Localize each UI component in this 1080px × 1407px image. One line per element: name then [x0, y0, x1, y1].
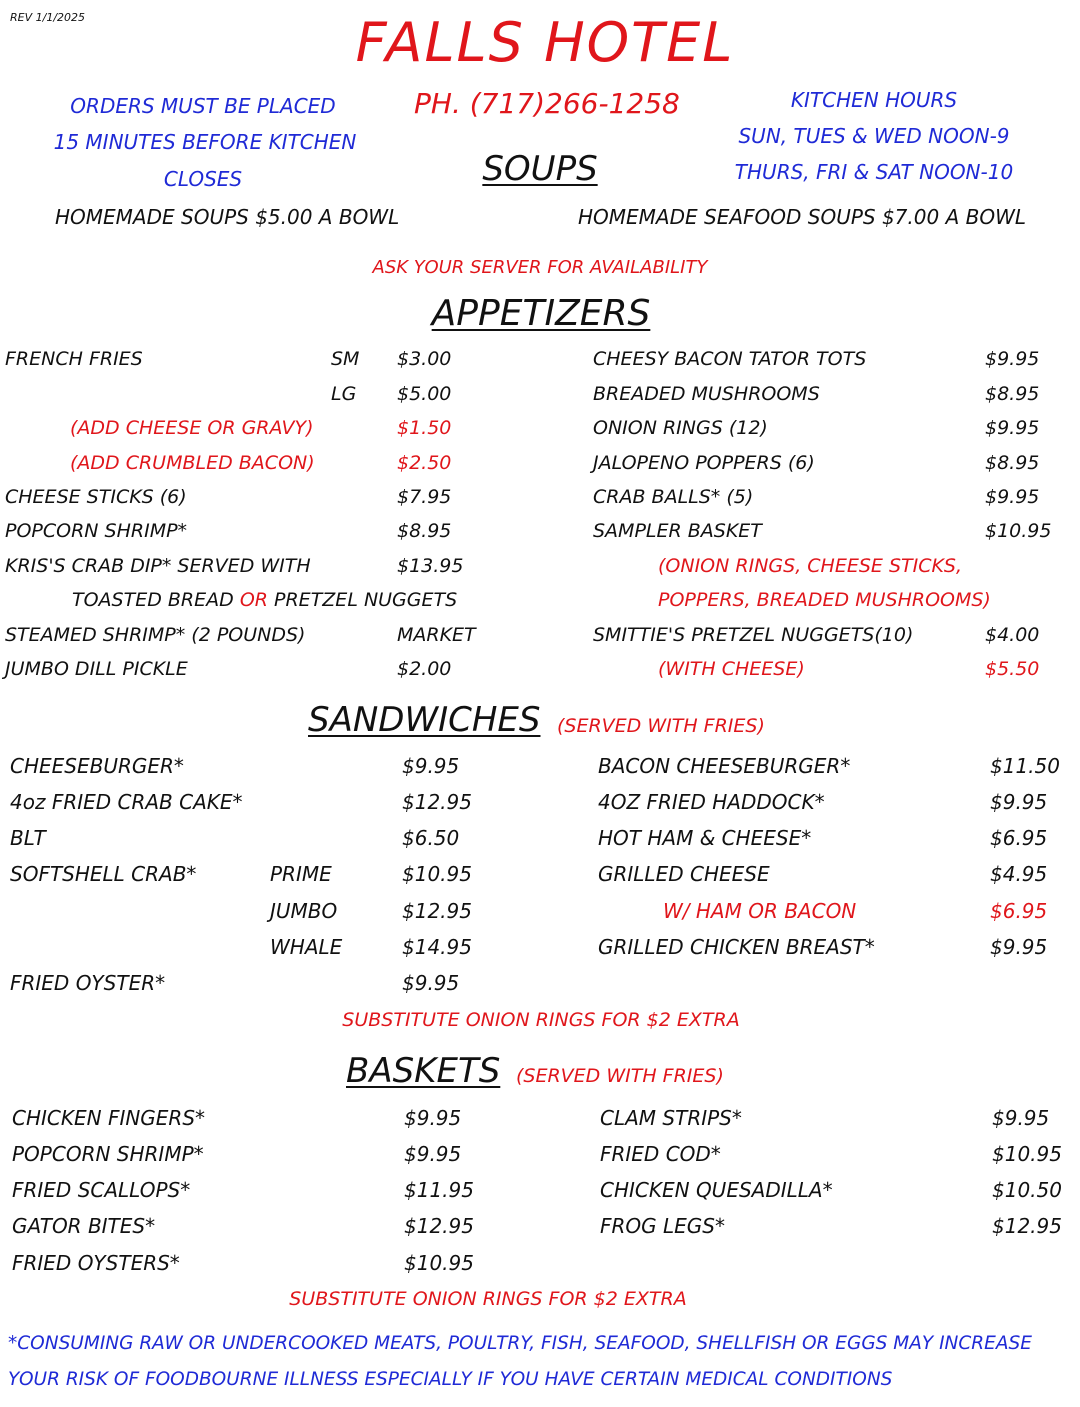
kitchen-hours-line: SUN, TUES & WED NOON-9 — [738, 124, 1010, 148]
item-name: GRILLED CHEESE — [598, 862, 770, 886]
health-disclaimer-line: *CONSUMING RAW OR UNDERCOOKED MEATS, POULTRY, FISH, SEAFOOD, SHELLFISH OR EGGS MAY INCREASE — [8, 1333, 1032, 1354]
addon-price: $6.95 — [990, 899, 1048, 923]
kitchen-hours-title: KITCHEN HOURS — [790, 88, 958, 112]
item-price: $9.95 — [402, 754, 460, 778]
phone-number: PH. (717)266-1258 — [414, 87, 680, 120]
item-price: $12.95 — [402, 790, 472, 814]
appetizers-heading: APPETIZERS — [431, 293, 651, 334]
item-price: $8.95 — [985, 383, 1040, 405]
item-name: FRIED OYSTERS* — [12, 1251, 180, 1275]
item-name: CHICKEN FINGERS* — [12, 1106, 206, 1130]
revision-date: REV 1/1/2025 — [10, 11, 86, 24]
item-description — [72, 591, 457, 610]
item-price: $10.95 — [404, 1251, 474, 1275]
item-name: CRAB BALLS* (5) — [593, 486, 754, 508]
item-name: ONION RINGS (12) — [593, 417, 768, 439]
item-price: $4.95 — [990, 862, 1048, 886]
item-price: $13.95 — [397, 555, 464, 577]
size-label: WHALE — [270, 935, 343, 959]
item-description-part: PRETZEL NUGGETS — [267, 589, 458, 611]
soups-heading: SOUPS — [482, 149, 598, 189]
item-name: 4OZ FRIED HADDOCK* — [598, 790, 825, 814]
kitchen-hours-line: THURS, FRI & SAT NOON-10 — [734, 160, 1014, 184]
item-name: BLT — [10, 826, 46, 850]
soup-seafood: HOMEMADE SEAFOOD SOUPS $7.00 A BOWL — [578, 205, 1026, 229]
soup-regular: HOMEMADE SOUPS $5.00 A BOWL — [55, 205, 400, 229]
item-name: CLAM STRIPS* — [600, 1106, 742, 1130]
item-price: $10.95 — [992, 1142, 1062, 1166]
sandwiches-heading: SANDWICHES — [308, 700, 541, 740]
addon-price: $2.50 — [397, 452, 452, 474]
item-name: FRENCH FRIES — [5, 348, 143, 370]
item-name: 4oz FRIED CRAB CAKE* — [10, 790, 243, 814]
item-price: $9.95 — [992, 1106, 1050, 1130]
addon-name: (WITH CHEESE) — [658, 658, 805, 680]
item-price: $9.95 — [404, 1106, 462, 1130]
item-price: $12.95 — [992, 1214, 1062, 1238]
item-name: SOFTSHELL CRAB* — [10, 862, 197, 886]
addon-name: (ADD CHEESE OR GRAVY) — [70, 417, 314, 439]
item-price: $9.95 — [404, 1142, 462, 1166]
addon-price: $5.50 — [985, 658, 1040, 680]
item-name: SMITTIE'S PRETZEL NUGGETS(10) — [593, 624, 914, 646]
order-note-line: 15 MINUTES BEFORE KITCHEN — [53, 130, 357, 154]
item-name: JALOPENO POPPERS (6) — [593, 452, 815, 474]
item-price: $5.00 — [397, 383, 452, 405]
item-price: $9.95 — [402, 971, 460, 995]
item-price: $3.00 — [397, 348, 452, 370]
item-description: POPPERS, BREADED MUSHROOMS) — [658, 589, 991, 611]
item-name: FRIED OYSTER* — [10, 971, 166, 995]
size-label: SM — [331, 348, 360, 370]
item-description: (ONION RINGS, CHEESE STICKS, — [658, 555, 963, 577]
item-price: $10.95 — [402, 862, 472, 886]
item-name: BREADED MUSHROOMS — [593, 383, 820, 405]
item-name: CHEESEBURGER* — [10, 754, 184, 778]
item-price: $7.95 — [397, 486, 452, 508]
item-name: SAMPLER BASKET — [593, 520, 762, 542]
item-name: FRIED SCALLOPS* — [12, 1178, 191, 1202]
item-price: $14.95 — [402, 935, 472, 959]
baskets-subheading: (SERVED WITH FRIES) — [516, 1065, 724, 1087]
item-name: GRILLED CHICKEN BREAST* — [598, 935, 875, 959]
item-price: $2.00 — [397, 658, 452, 680]
item-name: CHEESE STICKS (6) — [5, 486, 187, 508]
item-name: KRIS'S CRAB DIP* SERVED WITH — [5, 555, 311, 577]
item-name: POPCORN SHRIMP* — [5, 520, 188, 542]
item-name: CHEESY BACON TATOR TOTS — [593, 348, 867, 370]
item-name: CHICKEN QUESADILLA* — [600, 1178, 833, 1202]
item-name: POPCORN SHRIMP* — [12, 1142, 204, 1166]
item-price: $12.95 — [402, 899, 472, 923]
item-price: $9.95 — [985, 348, 1040, 370]
baskets-heading: BASKETS — [346, 1051, 501, 1091]
sandwiches-substitute-note: SUBSTITUTE ONION RINGS FOR $2 EXTRA — [342, 1009, 740, 1031]
item-name: STEAMED SHRIMP* (2 POUNDS) — [5, 624, 306, 646]
item-price: $12.95 — [404, 1214, 474, 1238]
addon-price: $1.50 — [397, 417, 452, 439]
item-price: $6.95 — [990, 826, 1048, 850]
item-name: BACON CHEESEBURGER* — [598, 754, 851, 778]
baskets-substitute-note: SUBSTITUTE ONION RINGS FOR $2 EXTRA — [289, 1288, 687, 1310]
item-description-part: TOASTED BREAD — [72, 589, 240, 611]
size-label: LG — [331, 383, 357, 405]
size-label: PRIME — [270, 862, 332, 886]
item-price: $4.00 — [985, 624, 1040, 646]
item-price: $8.95 — [985, 452, 1040, 474]
item-price: $11.50 — [990, 754, 1060, 778]
item-price: MARKET — [397, 624, 476, 646]
sandwiches-subheading: (SERVED WITH FRIES) — [557, 715, 765, 737]
size-label: JUMBO — [270, 899, 338, 923]
health-disclaimer-line: YOUR RISK OF FOODBOURNE ILLNESS ESPECIALLY IF YOU HAVE CERTAIN MEDICAL CONDITIONS — [8, 1369, 893, 1390]
item-price: $9.95 — [990, 935, 1048, 959]
addon-name: W/ HAM OR BACON — [663, 899, 857, 923]
item-description-or: OR — [239, 589, 268, 611]
item-name: HOT HAM & CHEESE* — [598, 826, 812, 850]
item-name: JUMBO DILL PICKLE — [5, 658, 188, 680]
addon-name: (ADD CRUMBLED BACON) — [70, 452, 315, 474]
item-price: $9.95 — [985, 486, 1040, 508]
restaurant-title: FALLS HOTEL — [355, 11, 735, 74]
order-note-line: CLOSES — [163, 167, 243, 191]
order-note-line: ORDERS MUST BE PLACED — [70, 94, 336, 118]
item-price: $10.50 — [992, 1178, 1062, 1202]
item-price: $10.95 — [985, 520, 1052, 542]
item-name: FROG LEGS* — [600, 1214, 725, 1238]
item-price: $9.95 — [990, 790, 1048, 814]
item-name: FRIED COD* — [600, 1142, 721, 1166]
item-price: $6.50 — [402, 826, 460, 850]
item-price: $9.95 — [985, 417, 1040, 439]
item-name: GATOR BITES* — [12, 1214, 156, 1238]
item-price: $11.95 — [404, 1178, 474, 1202]
soups-availability-note: ASK YOUR SERVER FOR AVAILABILITY — [372, 257, 708, 278]
item-price: $8.95 — [397, 520, 452, 542]
